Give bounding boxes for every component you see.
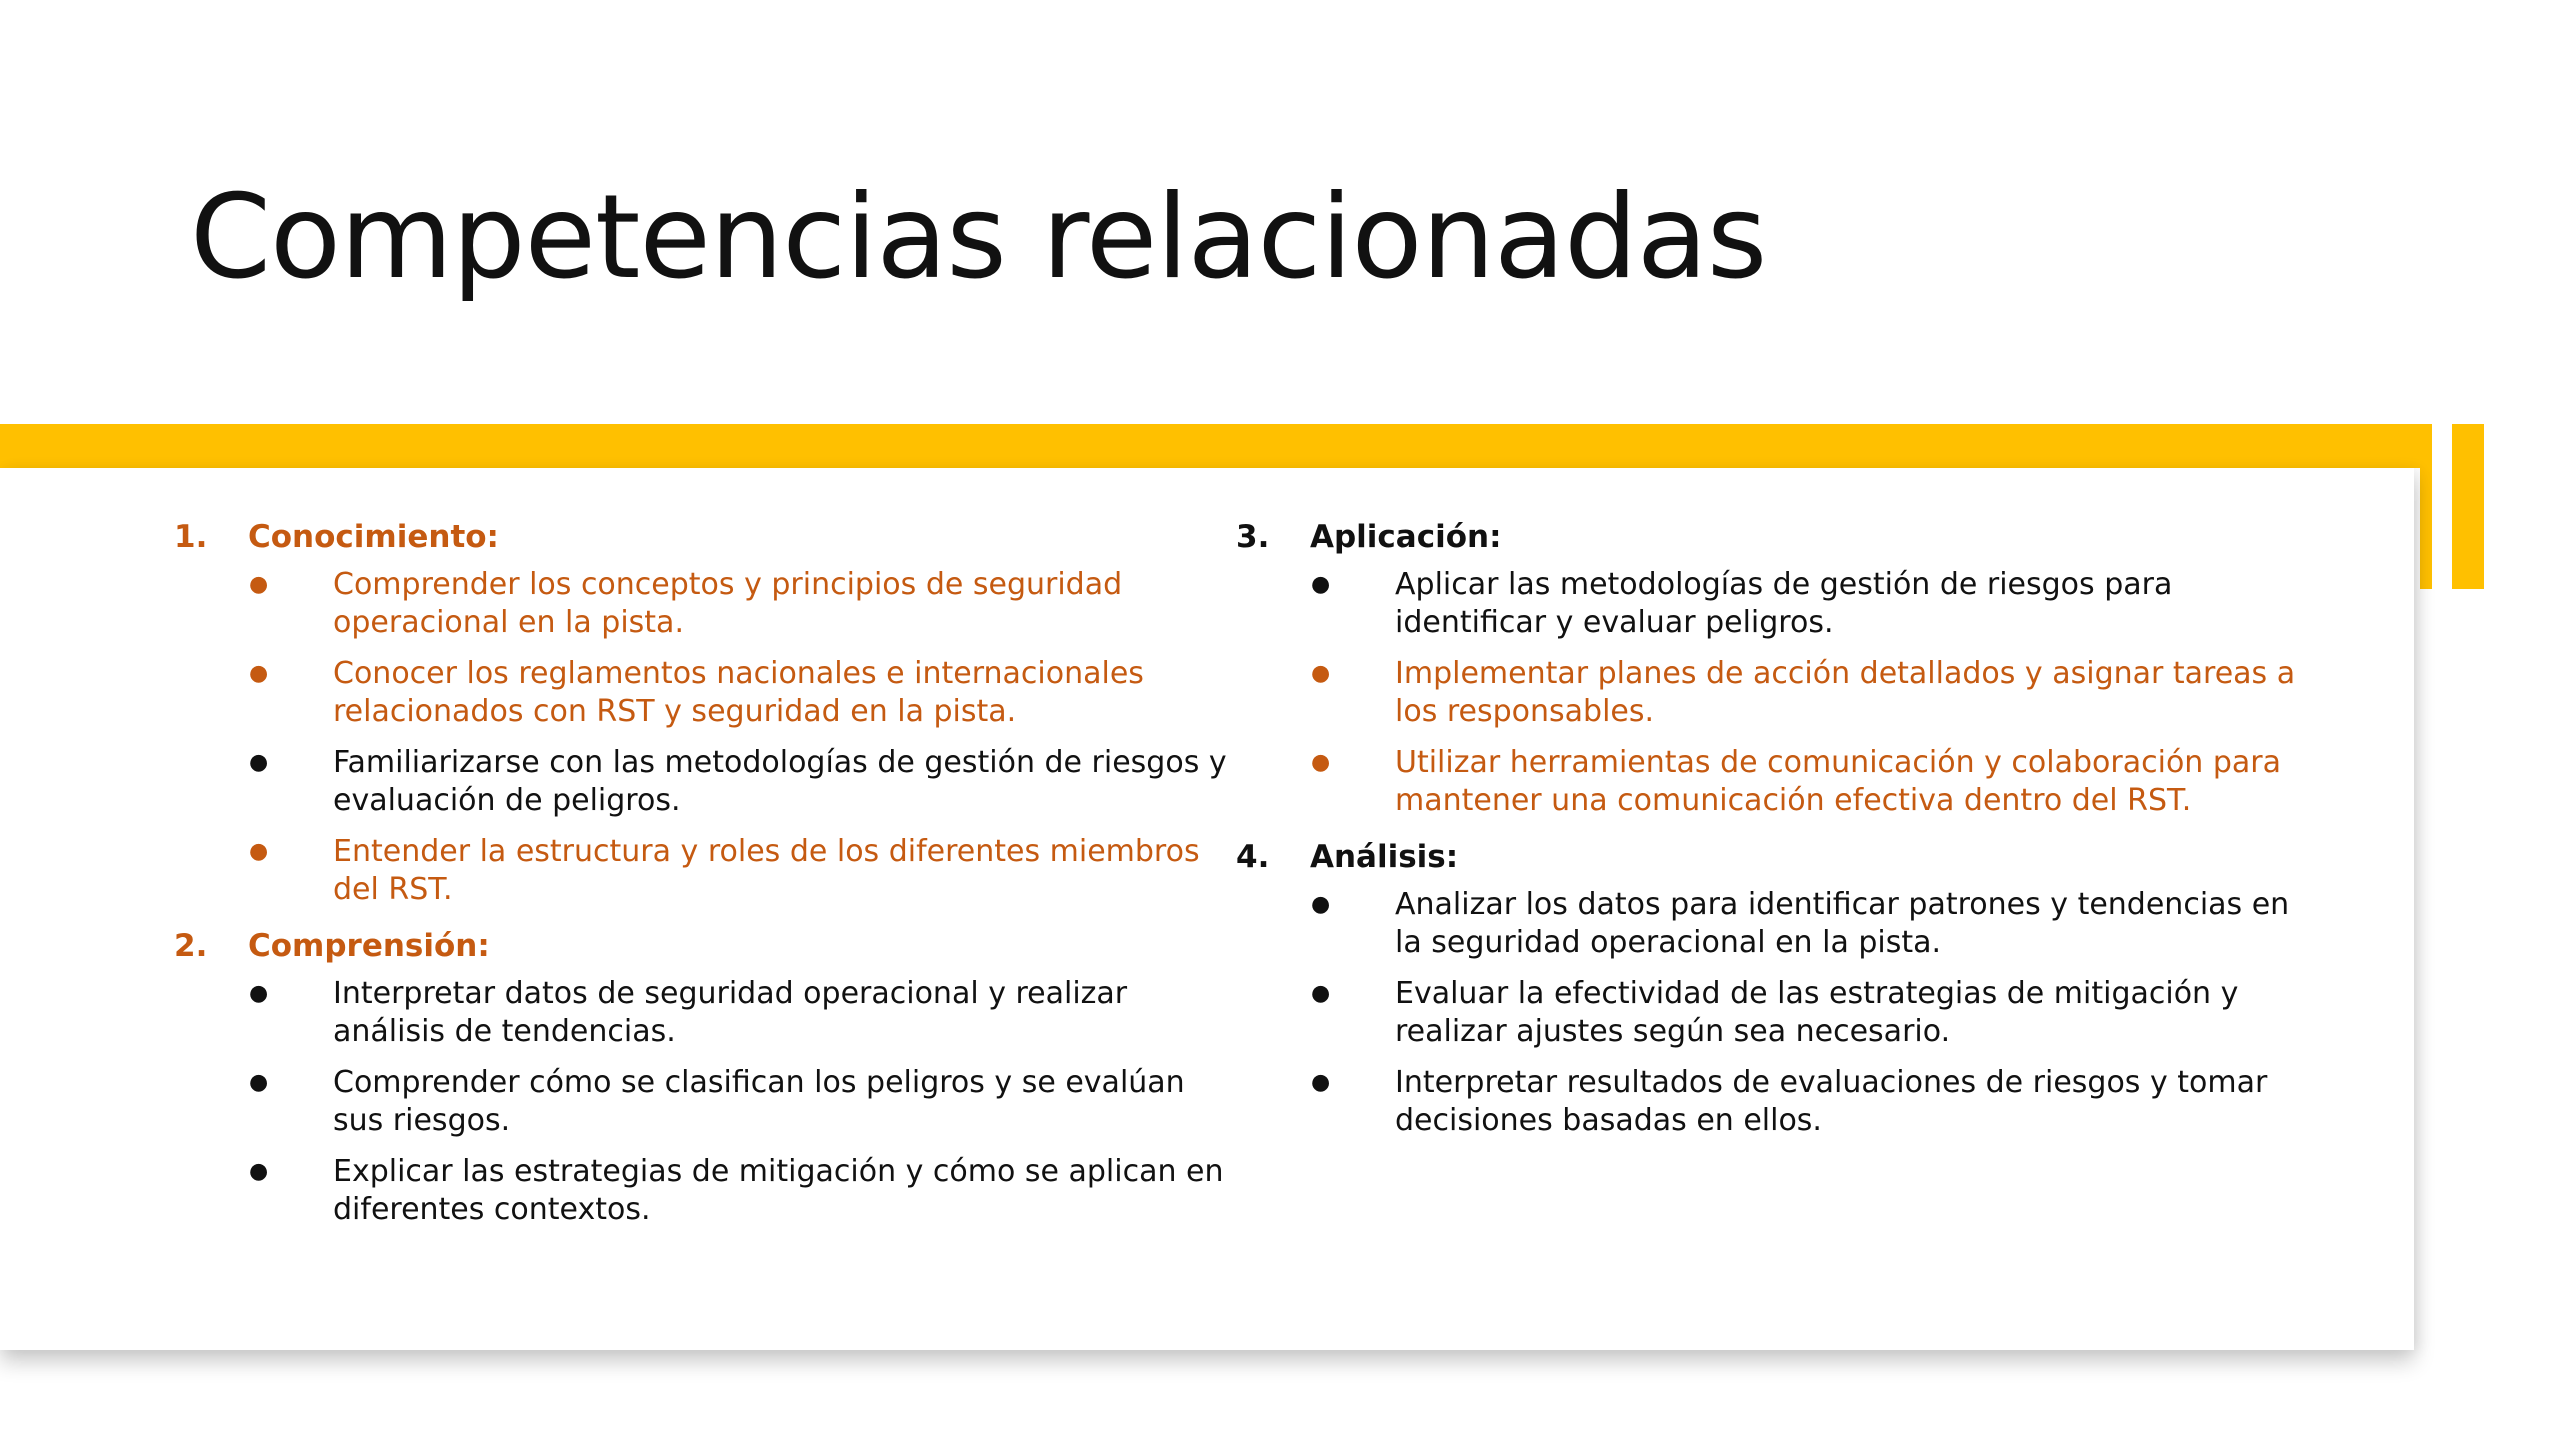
section-heading — [174, 927, 1244, 965]
list-item — [1310, 566, 2316, 642]
list-item — [1310, 1064, 2316, 1140]
list-item-text: Evaluar la efectividad de las estrategias de mitigación y realizar ajustes según sea necesario. — [1395, 976, 2239, 1049]
section-number: 4. — [1236, 839, 1270, 875]
bullet-icon: ● — [249, 839, 269, 864]
bullet-list — [1236, 566, 2316, 820]
section-conocimiento — [174, 518, 1244, 909]
bullet-icon: ● — [1311, 892, 1331, 917]
section-comprension — [174, 927, 1244, 1229]
content-card — [0, 468, 2414, 1350]
list-item — [1310, 886, 2316, 962]
bullet-icon: ● — [249, 1070, 269, 1095]
section-number: 1. — [174, 519, 208, 555]
accent-band — [0, 424, 2432, 468]
list-item-text: Conocer los reglamentos nacionales e internacionales relacionados con RST y seguridad en la pista. — [333, 656, 1144, 729]
list-item — [248, 975, 1244, 1051]
bullet-list — [174, 975, 1244, 1229]
bullet-icon: ● — [249, 572, 269, 597]
accent-band-edge — [2420, 424, 2432, 589]
list-item-text: Entender la estructura y roles de los diferentes miembros del RST. — [333, 834, 1200, 907]
list-item — [1310, 744, 2316, 820]
accent-side-bar — [2452, 424, 2484, 589]
section-number: 3. — [1236, 519, 1270, 555]
bullet-icon: ● — [249, 981, 269, 1006]
section-heading — [1236, 838, 2316, 876]
list-item — [248, 833, 1244, 909]
list-item — [248, 1064, 1244, 1140]
list-item — [248, 655, 1244, 731]
section-aplicacion — [1236, 518, 2316, 820]
right-column — [1236, 518, 2316, 1158]
bullet-list — [174, 566, 1244, 909]
section-label: Comprensión: — [248, 928, 490, 964]
bullet-icon: ● — [249, 1159, 269, 1184]
list-item-text: Interpretar resultados de evaluaciones de riesgos y tomar decisiones basadas en ellos. — [1395, 1065, 2268, 1138]
bullet-icon: ● — [1311, 750, 1331, 775]
bullet-icon: ● — [1311, 1070, 1331, 1095]
bullet-icon: ● — [249, 661, 269, 686]
list-item-text: Utilizar herramientas de comunicación y colaboración para mantener una comunicación efectiva dentro del RST. — [1395, 745, 2281, 818]
list-item-text: Explicar las estrategias de mitigación y cómo se aplican en diferentes contextos. — [333, 1154, 1224, 1227]
left-column — [174, 518, 1244, 1247]
list-item — [248, 744, 1244, 820]
slide-title: Competencias relacionadas — [190, 170, 1767, 305]
section-heading — [174, 518, 1244, 556]
list-item-text: Comprender los conceptos y principios de seguridad operacional en la pista. — [333, 567, 1123, 640]
list-item-text: Aplicar las metodologías de gestión de riesgos para identificar y evaluar peligros. — [1395, 567, 2173, 640]
list-item — [1310, 655, 2316, 731]
section-label: Conocimiento: — [248, 519, 499, 555]
list-item-text: Implementar planes de acción detallados y asignar tareas a los responsables. — [1395, 656, 2296, 729]
list-item-text: Analizar los datos para identificar patrones y tendencias en la seguridad operacional en la pista. — [1395, 887, 2290, 960]
bullet-icon: ● — [1311, 661, 1331, 686]
list-item-text: Comprender cómo se clasifican los peligros y se evalúan sus riesgos. — [333, 1065, 1185, 1138]
bullet-icon: ● — [249, 750, 269, 775]
section-label: Análisis: — [1310, 839, 1459, 875]
section-number: 2. — [174, 928, 208, 964]
list-item — [1310, 975, 2316, 1051]
list-item — [248, 566, 1244, 642]
section-heading — [1236, 518, 2316, 556]
list-item-text: Interpretar datos de seguridad operacional y realizar análisis de tendencias. — [333, 976, 1128, 1049]
bullet-icon: ● — [1311, 981, 1331, 1006]
section-analisis — [1236, 838, 2316, 1140]
list-item-text: Familiarizarse con las metodologías de gestión de riesgos y evaluación de peligros. — [333, 745, 1227, 818]
bullet-list — [1236, 886, 2316, 1140]
list-item — [248, 1153, 1244, 1229]
section-label: Aplicación: — [1310, 519, 1502, 555]
bullet-icon: ● — [1311, 572, 1331, 597]
